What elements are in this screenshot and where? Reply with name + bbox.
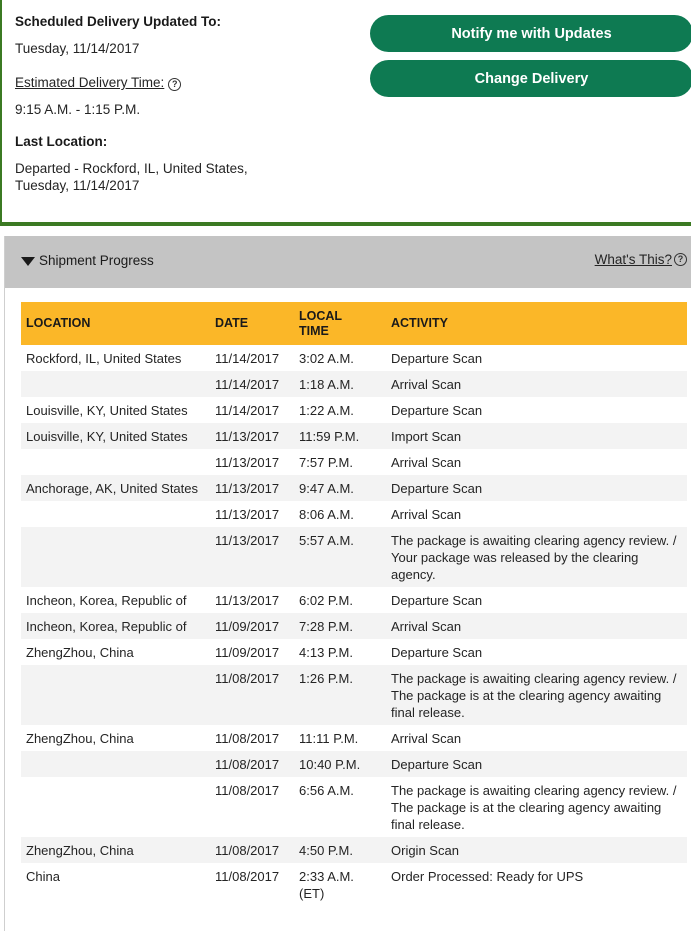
cell-location xyxy=(21,527,210,587)
table-row xyxy=(21,777,687,837)
cell-local-time: 4:13 P.M. xyxy=(299,645,353,660)
cell-activity: The package is awaiting clearing agency review. / The package is at the clearing agency awaiting final release. xyxy=(391,783,677,832)
table-row xyxy=(21,501,687,527)
cell-activity: Arrival Scan xyxy=(386,371,687,397)
table-row xyxy=(21,837,687,863)
cell-date: 11/13/2017 xyxy=(215,455,280,470)
cell-local-time: 8:06 A.M. xyxy=(299,507,354,522)
cell-date: 11/08/2017 xyxy=(210,837,294,863)
cell-activity: Arrival Scan xyxy=(391,507,462,522)
estimated-delivery-time-row xyxy=(15,75,181,91)
table-body xyxy=(21,345,687,906)
scheduled-delivery-date: Tuesday, 11/14/2017 xyxy=(15,41,140,56)
column-header-activity: ACTIVITY xyxy=(386,302,687,345)
cell-local-time: 7:57 P.M. xyxy=(299,455,353,470)
cell-activity: Arrival Scan xyxy=(386,613,687,639)
shipment-progress-table xyxy=(21,302,687,906)
cell-date: 11/13/2017 xyxy=(210,475,294,501)
cell-local-time: 5:57 A.M. xyxy=(294,527,386,587)
cell-activity: Departure Scan xyxy=(391,403,483,418)
cell-local-time: 9:47 A.M. xyxy=(294,475,386,501)
change-delivery-button[interactable]: Change Delivery xyxy=(370,60,691,97)
cell-date: 11/08/2017 xyxy=(210,751,294,777)
table-row xyxy=(21,587,687,613)
cell-local-time: 1:26 P.M. xyxy=(294,665,386,725)
scheduled-delivery-label: Scheduled Delivery Updated To: xyxy=(15,14,222,29)
cell-local-time: 1:18 A.M. xyxy=(294,371,386,397)
help-icon[interactable]: ? xyxy=(168,78,181,91)
cell-location: Incheon, Korea, Republic of xyxy=(26,593,187,608)
cell-local-time: 11:11 P.M. xyxy=(299,731,359,746)
cell-activity: Order Processed: Ready for UPS xyxy=(391,869,584,884)
table-row xyxy=(21,397,687,423)
cell-date: 11/08/2017 xyxy=(210,665,294,725)
cell-date: 11/13/2017 xyxy=(210,423,294,449)
cell-location: China xyxy=(26,869,60,884)
caret-down-icon[interactable] xyxy=(21,257,35,266)
cell-location: Anchorage, AK, United States xyxy=(21,475,210,501)
cell-date: 11/09/2017 xyxy=(215,645,280,660)
cell-activity: Arrival Scan xyxy=(391,731,462,746)
delivery-summary-panel xyxy=(0,0,691,226)
cell-date: 11/13/2017 xyxy=(210,527,294,587)
table-row xyxy=(21,639,687,665)
cell-local-time: 10:40 P.M. xyxy=(294,751,386,777)
estimated-delivery-window: 9:15 A.M. - 1:15 P.M. xyxy=(15,102,141,117)
cell-location xyxy=(21,665,210,725)
table-row xyxy=(21,475,687,501)
column-header-date: DATE xyxy=(210,302,294,345)
cell-activity: The package is awaiting clearing agency review. / Your package was released by the clearing agency. xyxy=(386,527,687,587)
cell-location xyxy=(21,751,210,777)
cell-location: Incheon, Korea, Republic of xyxy=(21,613,210,639)
cell-location: ZhengZhou, China xyxy=(21,837,210,863)
column-header-local-time xyxy=(294,302,386,345)
cell-date: 11/14/2017 xyxy=(215,351,280,366)
last-location-line-2: Tuesday, 11/14/2017 xyxy=(15,178,140,193)
cell-activity: Departure Scan xyxy=(386,475,687,501)
cell-local-time: 1:22 A.M. xyxy=(299,403,354,418)
cell-activity: Arrival Scan xyxy=(391,455,462,470)
column-header-location: LOCATION xyxy=(21,302,210,345)
shipment-progress-header[interactable] xyxy=(5,236,691,288)
cell-location: ZhengZhou, China xyxy=(26,731,134,746)
cell-local-time: 2:33 A.M. (ET) xyxy=(299,869,354,901)
help-icon[interactable]: ? xyxy=(674,253,687,266)
table-row xyxy=(21,725,687,751)
table-row xyxy=(21,345,687,371)
table-row xyxy=(21,613,687,639)
last-location-label: Last Location: xyxy=(15,134,108,149)
shipment-progress-panel xyxy=(4,236,691,931)
cell-activity: Origin Scan xyxy=(386,837,687,863)
cell-local-time: 3:02 A.M. xyxy=(299,351,354,366)
cell-activity: The package is awaiting clearing agency review. / The package is at the clearing agency awaiting final release. xyxy=(386,665,687,725)
cell-location xyxy=(21,371,210,397)
cell-activity: Departure Scan xyxy=(391,645,483,660)
table-row xyxy=(21,371,687,397)
table-row xyxy=(21,863,687,906)
cell-local-time: 4:50 P.M. xyxy=(294,837,386,863)
table-row xyxy=(21,527,687,587)
cell-location: Louisville, KY, United States xyxy=(26,403,188,418)
cell-location xyxy=(21,777,210,837)
local-time-line-2: TIME xyxy=(299,323,329,338)
whats-this-link[interactable]: What's This? xyxy=(594,252,672,267)
cell-location: Rockford, IL, United States xyxy=(26,351,182,366)
cell-local-time: 6:56 A.M. xyxy=(299,783,354,798)
cell-local-time: 7:28 P.M. xyxy=(294,613,386,639)
cell-date: 11/08/2017 xyxy=(215,731,280,746)
cell-date: 11/14/2017 xyxy=(210,371,294,397)
cell-date: 11/13/2017 xyxy=(215,507,280,522)
shipment-progress-title[interactable]: Shipment Progress xyxy=(39,253,154,268)
table-header-row xyxy=(21,302,687,345)
cell-date: 11/13/2017 xyxy=(215,593,280,608)
table-row xyxy=(21,665,687,725)
table-row xyxy=(21,423,687,449)
cell-local-time: 6:02 P.M. xyxy=(299,593,353,608)
cell-activity: Departure Scan xyxy=(391,351,483,366)
cell-activity: Import Scan xyxy=(386,423,687,449)
cell-date: 11/14/2017 xyxy=(215,403,280,418)
table-row xyxy=(21,449,687,475)
cell-date: 11/08/2017 xyxy=(215,783,280,798)
cell-location: ZhengZhou, China xyxy=(26,645,134,660)
cell-location: Louisville, KY, United States xyxy=(21,423,210,449)
cell-activity: Departure Scan xyxy=(386,751,687,777)
cell-activity: Departure Scan xyxy=(391,593,483,608)
table-row xyxy=(21,751,687,777)
cell-local-time: 11:59 P.M. xyxy=(294,423,386,449)
last-location-line-1: Departed - Rockford, IL, United States, xyxy=(15,161,248,176)
local-time-line-1: LOCAL xyxy=(299,308,343,323)
cell-date: 11/09/2017 xyxy=(210,613,294,639)
notify-updates-button[interactable]: Notify me with Updates xyxy=(370,15,691,52)
cell-location xyxy=(21,501,210,527)
cell-date: 11/08/2017 xyxy=(215,869,280,884)
cell-location xyxy=(21,449,210,475)
estimated-delivery-time-link[interactable]: Estimated Delivery Time: xyxy=(15,75,165,90)
